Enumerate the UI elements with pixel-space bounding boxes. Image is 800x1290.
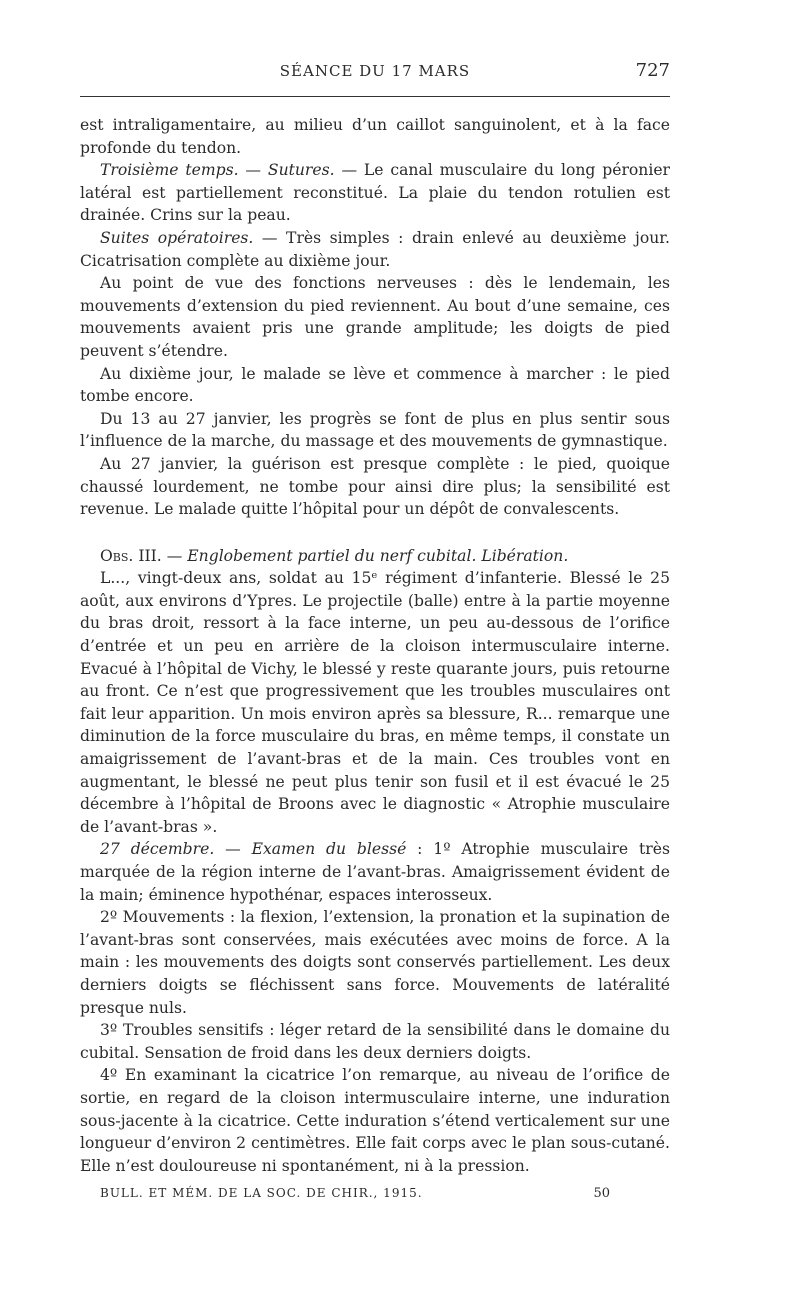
paragraph: Au dixième jour, le malade se lève et commence à marcher : le pied tombe encore.: [80, 364, 670, 406]
paragraph-label: 27 décembre. — Examen du blessé: [100, 840, 407, 859]
paragraph: Du 13 au 27 janvier, les progrès se font de plus en plus sentir sous l’influence de la marche, du massage et des mouvements de gymnastique.: [80, 409, 670, 451]
running-head: SÉANCE DU 17 MARS: [279, 62, 471, 80]
paragraph-text: — Le canal musculaire du long péronier latéral est partiellement reconstitué. La plaie du tendon rotulien est drainée. Crins sur la peau.: [80, 161, 671, 225]
paragraph: Au 27 janvier, la guérison est presque complète : le pied, quoique chaussé lourdement, ne tombe pour ainsi dire plus; la sensibilité est revenue. Le malade quitte l’hôpital pour un dépôt de convalescents.: [80, 454, 670, 519]
page-footer: [100, 1186, 620, 1206]
paragraph: 2º Mouvements : la flexion, l’extension, la pronation et la supination de l’avant-bras sont conservées, mais exécutées avec moins de force. A la main : les mouvements des doigts sont conservés partiellement. Les deux derniers doigts se fléchissent sans force. Mouvements de latéralité presque nuls.: [80, 908, 670, 1017]
signature-mark: 50: [593, 1186, 610, 1201]
page-header: [80, 60, 670, 84]
paragraph: L..., vingt-deux ans, soldat au 15ᵉ régiment d’infanterie. Blessé le 25 août, aux environs d’Ypres. Le projectile (balle) entre à la partie moyenne du bras droit, ressort à la face interne, un peu au-dessous de l’orifice d’entrée et un peu en arrière de la cloison intermusculaire interne. Evacué à l’hôpital de Vichy, le blessé y reste quarante jours, puis retourne au front. Ce n’est que progressivement que les troubles musculaires ont fait leur apparition. Un mois environ après sa blessure, R... remarque une diminution de la force musculaire du bras, en même temps, il constate un amaigrissement de l’avant-bras et de la main. Ces troubles vont en augmentant, le blessé ne peut plus tenir son fusil et il est évacué le 25 décembre à l’hôpital de Broons avec le diagnostic « Atrophie musculaire de l’avant-bras ».: [80, 569, 670, 836]
footer-citation: BULL. ET MÉM. DE LA SOC. DE CHIR., 1915.: [100, 1186, 423, 1200]
observation-label: Obs. III.: [100, 546, 162, 565]
observation-dash: —: [161, 546, 188, 565]
paragraph-label: Troisième temps. — Sutures.: [100, 161, 335, 180]
paragraph: [80, 838, 670, 906]
paragraph: est intraligamentaire, au milieu d’un caillot sanguinolent, et à la face profonde du tendon.: [80, 116, 670, 157]
paragraph-label: Suites opératoires.: [100, 228, 254, 247]
paragraph-text: — Très simples : drain enlevé au deuxième jour. Cicatrisation complète au dixième jour.: [80, 228, 670, 270]
paragraph: 4º En examinant la cicatrice l’on remarque, au niveau de l’orifice de sortie, en regard de la cloison intermusculaire interne, une induration sous-jacente à la cicatrice. Cette induration s’étend verticalement sur une longueur d’environ 2 centimètres. Elle fait corps avec le plan sous-cutané. Elle n’est douloureuse ni spontanément, ni à la pression.: [80, 1066, 670, 1175]
page-number: 727: [635, 60, 670, 81]
section-spacer: [80, 521, 670, 545]
paragraph-text: : 1º Atrophie musculaire très marquée de la région interne de l’avant-bras. Amaigrissement évident de la main; éminence hypothénar, espaces interosseux.: [80, 840, 670, 904]
body-text: [80, 114, 670, 1177]
observation-title: Englobement partiel du nerf cubital. Libération.: [187, 546, 569, 565]
paragraph: Au point de vue des fonctions nerveuses : dès le lendemain, les mouvements d’extension du pied reviennent. Au bout d’une semaine, ces mouvements avaient pris une grande amplitude; les doigts de pied peuvent s’étendre.: [80, 274, 670, 360]
header-rule: [80, 96, 670, 97]
paragraph: [80, 227, 670, 272]
observation-heading: [80, 545, 670, 568]
paragraph: [80, 159, 670, 227]
paragraph: 3º Troubles sensitifs : léger retard de la sensibilité dans le domaine du cubital. Sensation de froid dans les deux derniers doigts.: [80, 1021, 670, 1062]
